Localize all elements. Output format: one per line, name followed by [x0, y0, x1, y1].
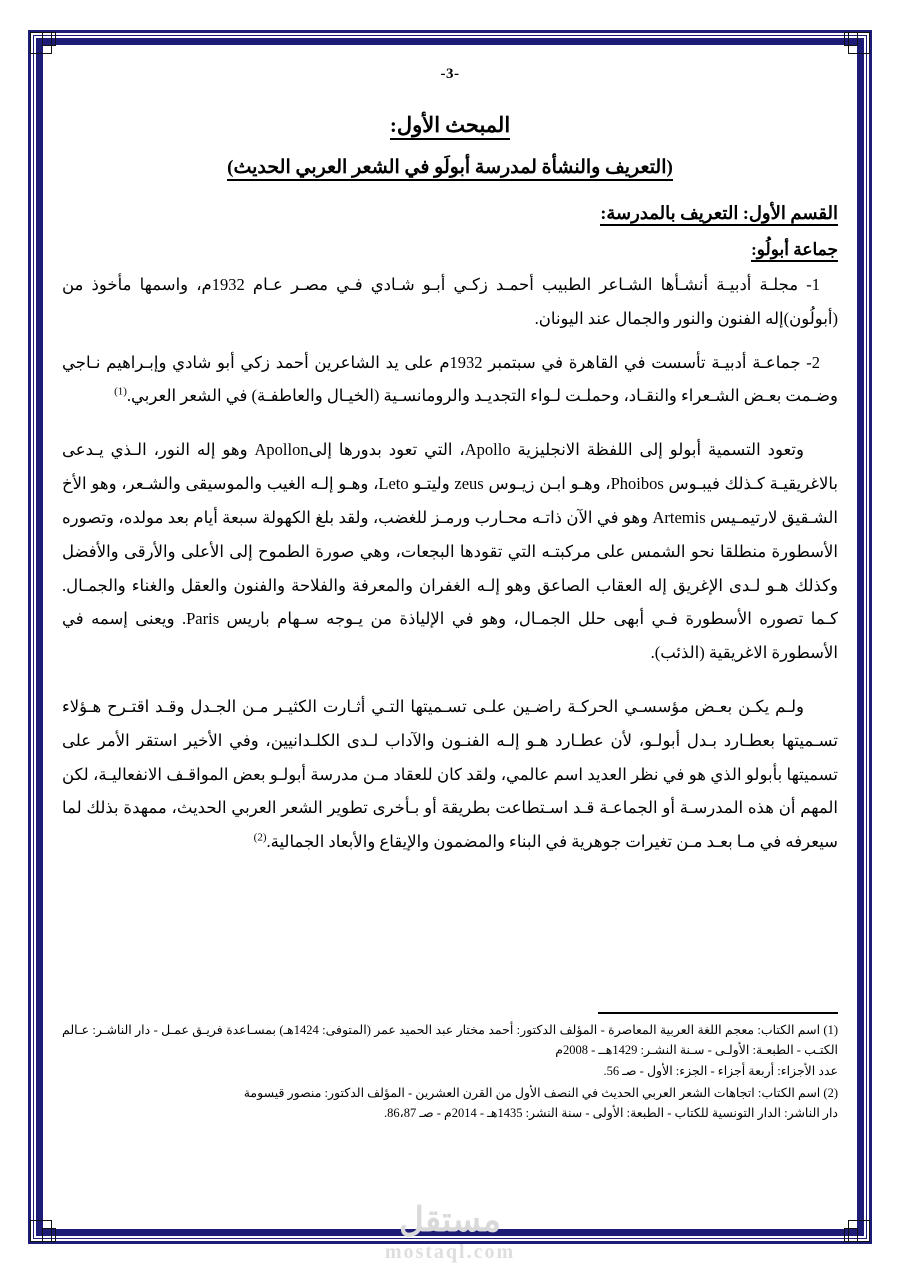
border-corner-bottom-left-accent-icon	[42, 1228, 56, 1242]
subsection-heading	[62, 240, 838, 260]
body-paragraph	[62, 433, 838, 670]
body-paragraph-text: ولـم يكـن بعـض مؤسسـي الحركـة راضـين علـى تسـميتها التـي أثـارت الكثيـر مـن الجـدل وقـد اقتـرح هـؤلاء تسـميتها بعطـارد بـدل أبولـو، لأن عطـارد هـو إلـه الفنـون والآداب لـدى الكلـدانيين، وفي الأخير استقر الأمر على تسميتها بأبولو الذي هو في نظر العديد اسم عالمي، ولقد كان للعقاد مـن مدرسة أبولـو بعض المواقـف الانفعاليـة، لكن المهم أن هذه المدرسـة أو الجماعـة قـد اسـتطاعت بطريقة أو بـأخرى تطوير الشعر العربي الحديث، ممهدة بذلك لما سيعرفه في مـا بعـد مـن تغيرات جوهرية في البناء والمضمون والإيقاع والأبعاد الجمالية.	[62, 696, 838, 852]
list-item-text: 2- جماعـة أدبيـة تأسست في القاهرة في سبتمبر 1932م على يد الشاعرين أحمد زكي أبو شادي وإبـراهيم نـاجي وضـمت بعـض الشـعراء والنقـاد، وحملـت لـواء التجديـد والرومانسـية (الخيـال والعاطفـة) في الشعر العربي.	[62, 352, 838, 406]
page-subtitle-text: (التعريف والنشأة لمدرسة أبولَو في الشعر العربي الحديث)	[227, 157, 673, 181]
section-heading-text: القسم الأول: التعريف بالمدرسة:	[600, 203, 838, 226]
body-paragraph-text: وتعود التسمية أبولو إلى اللفظة الانجليزية Apollo، التي تعود بدورها إلىApollon وهو إله النور، الـذي يـدعى بالاغريقيـة كـذلك فيبـوس Phoibos، وهـو ابـن زيـوس zeus وليتـو Leto، وهـو إلـه الغيب والموسيقى والشـعر، وهو الأخ الشـقيق لارتيمـيس Artemis وهو في الآن ذاتـه محـارب ورمـز للغضب، ولقد بلغ الكهولة سبعة أيام بعد مولده، وتصوره الأسطورة منطلقا نحو الشمس على مركبتـه التي تقودها البجعات، وهي صورة الطموح إلى الأعلى والأرقى والأفضل وكذلك هـو لـدى الإغريق إله العقاب الصاعق وهو إلـه الغفران والمعرفة والفلاحة والفنون والعقل والغناء والجمـال. كـما تصوره الأسطورة فـي أبهى حلل الجمـال، وهو في الإلياذة من يـوجه سـهام باريس Paris. ويعنى إسمه في الأسطورة الاغريقية (الذئب).	[62, 440, 839, 663]
watermark-brand: مستقل	[399, 1202, 501, 1239]
border-corner-bottom-left-icon	[30, 1220, 52, 1242]
border-corner-bottom-right-accent-icon	[844, 1228, 858, 1242]
list-item	[62, 268, 838, 336]
footnote-entry	[62, 1083, 838, 1124]
list-item	[62, 346, 838, 414]
page-title	[62, 113, 838, 138]
watermark-domain: mostaql.com	[384, 1241, 516, 1263]
footnote-reference: (2)	[253, 831, 267, 844]
footnotes-section	[62, 1012, 838, 1125]
footnote-line: (2) اسم الكتاب: اتجاهات الشعر العربي الحديث في النصف الأول من القرن العشرين - المؤلف الدكتور: منصور قيسومة	[243, 1085, 838, 1100]
list-item-text: 1- مجلـة أدبيـة أنشـأها الشـاعر الطبيب أحمـد زكـي أبـو شـادي فـي مصـر عـام 1932م، واسمها مأخوذ من (أبولُون)إله الفنون والنور والجمال عند اليونان.	[62, 275, 838, 328]
footnote-entry	[62, 1020, 838, 1081]
page-number: -3-	[440, 66, 460, 82]
page-title-text: المبحث الأول:	[390, 113, 510, 140]
footnote-reference: (1)	[114, 385, 127, 398]
footnote-line: دار الناشر: الدار التونسية للكتاب - الطبعة: الأولى - سنة النشر: 1435هـ - 2014م - صـ 86،87.	[384, 1106, 838, 1120]
border-corner-top-right-accent-icon	[844, 32, 858, 46]
border-corner-bottom-right-icon	[848, 1220, 870, 1242]
border-corner-top-left-icon	[30, 32, 52, 54]
border-corner-top-left-accent-icon	[42, 32, 56, 46]
section-heading	[62, 203, 838, 224]
subsection-heading-text: جماعة أبولُو:	[751, 240, 838, 262]
border-corner-top-right-icon	[848, 32, 870, 54]
footnote-separator	[598, 1012, 838, 1014]
footnote-separator-wrap	[62, 1012, 838, 1020]
body-paragraph	[62, 690, 838, 859]
page-subtitle	[62, 156, 838, 179]
footnote-line: عدد الأجزاء: أربعة أجزاء - الجزء: الأول - صـ 56.	[603, 1063, 838, 1078]
footnote-line: (1) اسم الكتاب: معجم اللغة العربية المعاصرة - المؤلف الدكتور: أحمد مختار عبد الحميد عمر (المتوفى: 1424هـ)	[279, 1023, 838, 1037]
footnote-line: بمسـاعدة فريـق عمـل - دار الناشـر: عـالم الكتـب - الطبعـة: الأولـى - سـنة النشـر: 1429هــ - 2008م	[62, 1023, 838, 1058]
